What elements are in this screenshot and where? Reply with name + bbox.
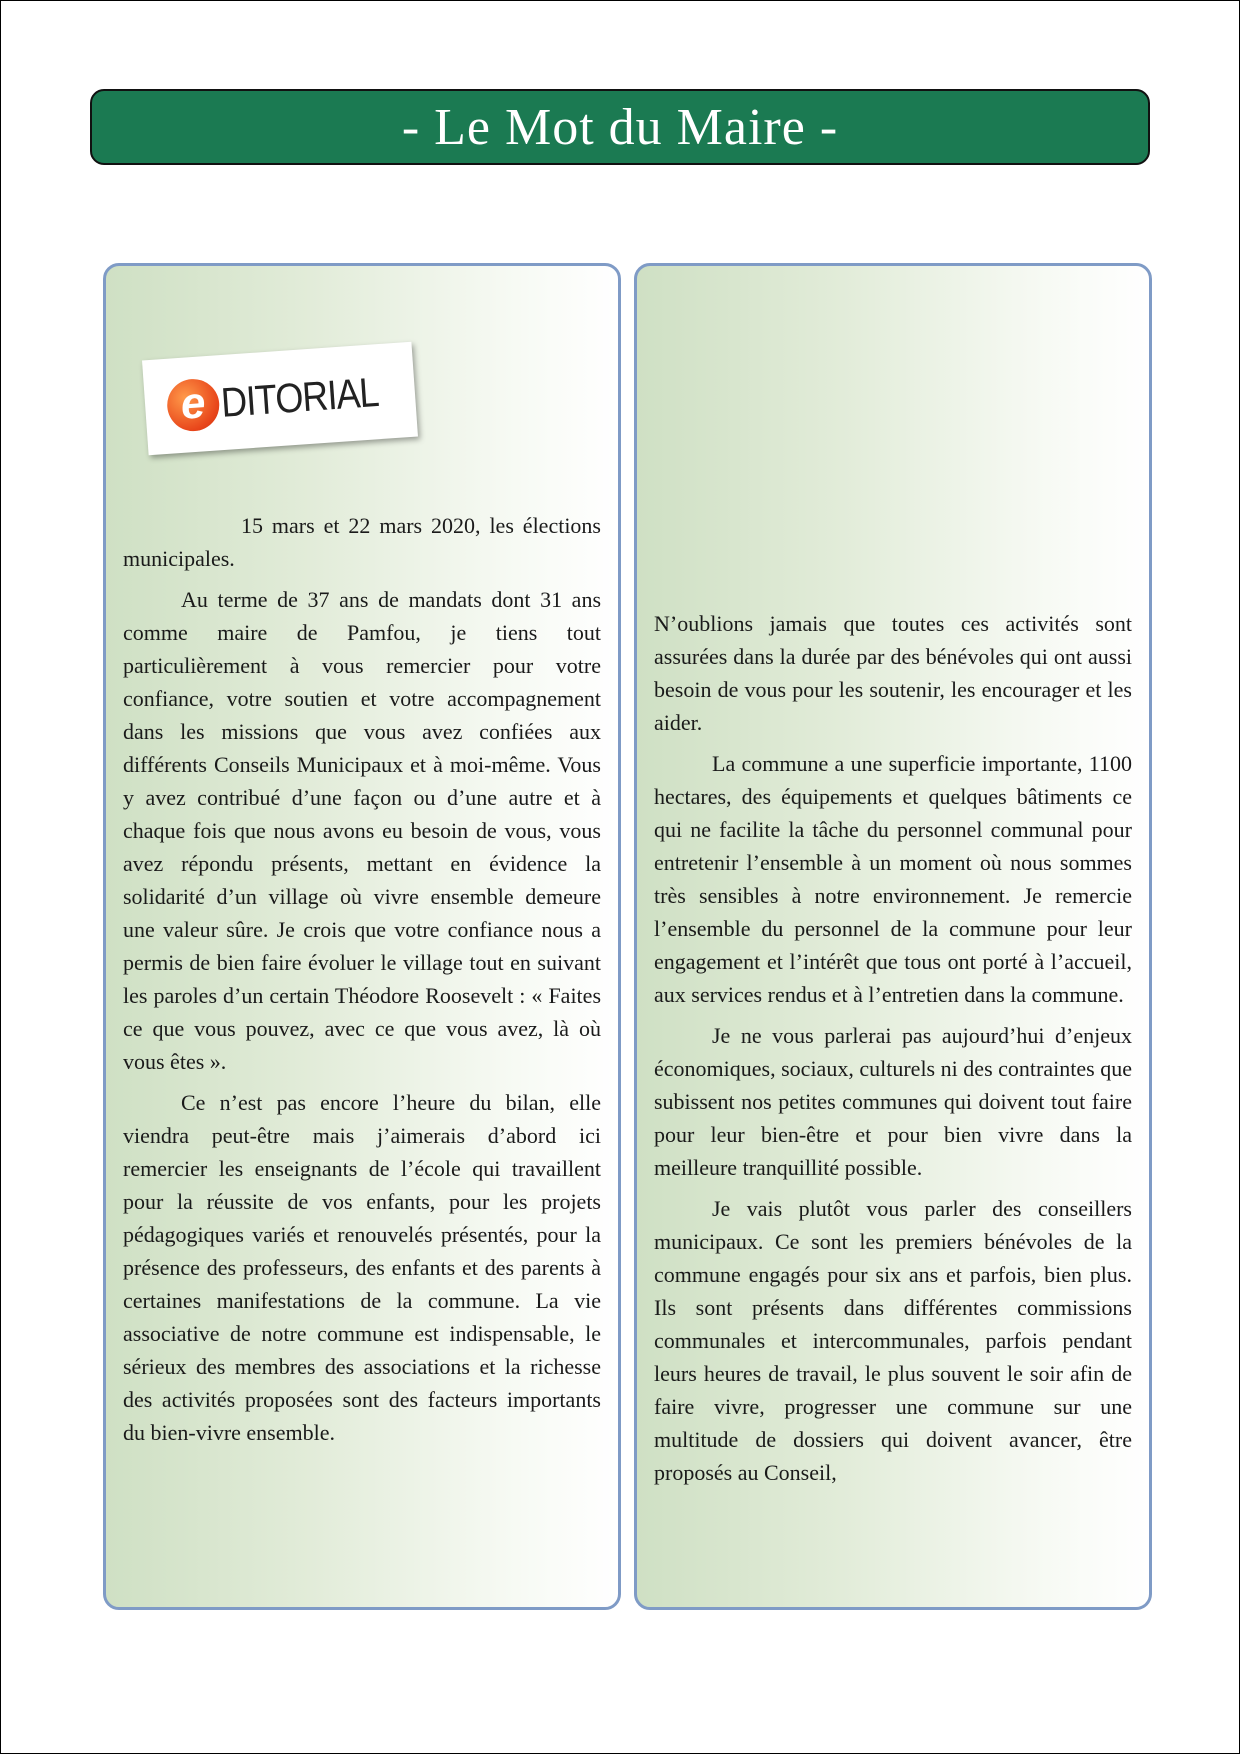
paragraph: Je ne vous parlerai pas aujourd’hui d’enjeux économiques, sociaux, culturels ni des contraintes que subissent nos petites communes qui doivent tout faire pour leur bien-être et pour bien vivre dans la meilleure tranquillité possible. xyxy=(654,1023,1132,1180)
paragraph: Au terme de 37 ans de mandats dont 31 ans comme maire de Pamfou, je tiens tout particulièrement à vous remercier pour votre confiance, votre soutien et votre accompagnement dans les missions que vous avez confiées aux différents Conseils Municipaux et à moi-même. Vous y avez contribué d’une façon ou d’une autre et à chaque fois que nous avons eu besoin de vous, vous avez répondu présents, mettant en évidence la solidarité d’un village où vivre ensemble demeure une valeur sûre. Je crois que votre confiance nous a permis de bien faire évoluer le village tout en suivant les paroles d’un certain Théodore Roosevelt : « Faites ce que vous pouvez, avec ce que vous avez, là où vous êtes ». xyxy=(123,587,601,1074)
paragraph: La commune a une superficie importante, 1100 hectares, des équipements et quelques bâtiments ce qui ne facilite la tâche du personnel communal pour entretenir l’ensemble à un moment où nous sommes très sensibles à notre environnement. Je remercie l’ensemble du personnel de la commune pour leur engagement et l’intérêt que tous ont porté à l’accueil, aux services rendus et à l’entretien dans la commune. xyxy=(654,751,1132,1007)
page-title: - Le Mot du Maire - xyxy=(401,98,839,156)
editorial-word: DITORIAL xyxy=(219,367,380,426)
left-column-panel xyxy=(103,263,621,1610)
right-column-text xyxy=(654,607,1132,1497)
paragraph: Ce n’est pas encore l’heure du bilan, elle viendra peut-être mais j’aimerais d’abord ici remercier les enseignants de l’école qui travaillent pour la réussite de vos enfants, pour les projets pédagogiques variés et renouvelés présentés, pour la présence des professeurs, des enfants et des parents à certaines manifestations de la commune. La vie associative de notre commune est indispensable, le sérieux des membres des associations et la richesse des activités proposées sont des facteurs importants du bien-vivre ensemble. xyxy=(123,1090,601,1445)
paragraph: 15 mars et 22 mars 2020, les élections municipales. xyxy=(123,513,601,571)
editorial-e-icon: e xyxy=(165,377,221,433)
title-banner xyxy=(90,89,1150,165)
right-column-panel xyxy=(634,263,1152,1610)
left-column-text xyxy=(123,509,601,1457)
editorial-logo xyxy=(142,342,418,456)
paragraph: Je vais plutôt vous parler des conseillers municipaux. Ce sont les premiers bénévoles de la commune engagés pour six ans et parfois, bien plus. Ils sont présents dans différentes commissions communales et intercommunales, parfois pendant leurs heures de travail, le plus souvent le soir afin de faire vivre, progresser une commune sur une multitude de dossiers qui doivent avancer, être proposés au Conseil, xyxy=(654,1196,1132,1485)
paragraph: N’oublions jamais que toutes ces activités sont assurées dans la durée par des bénévoles qui ont aussi besoin de vous pour les soutenir, les encourager et les aider. xyxy=(654,611,1132,735)
